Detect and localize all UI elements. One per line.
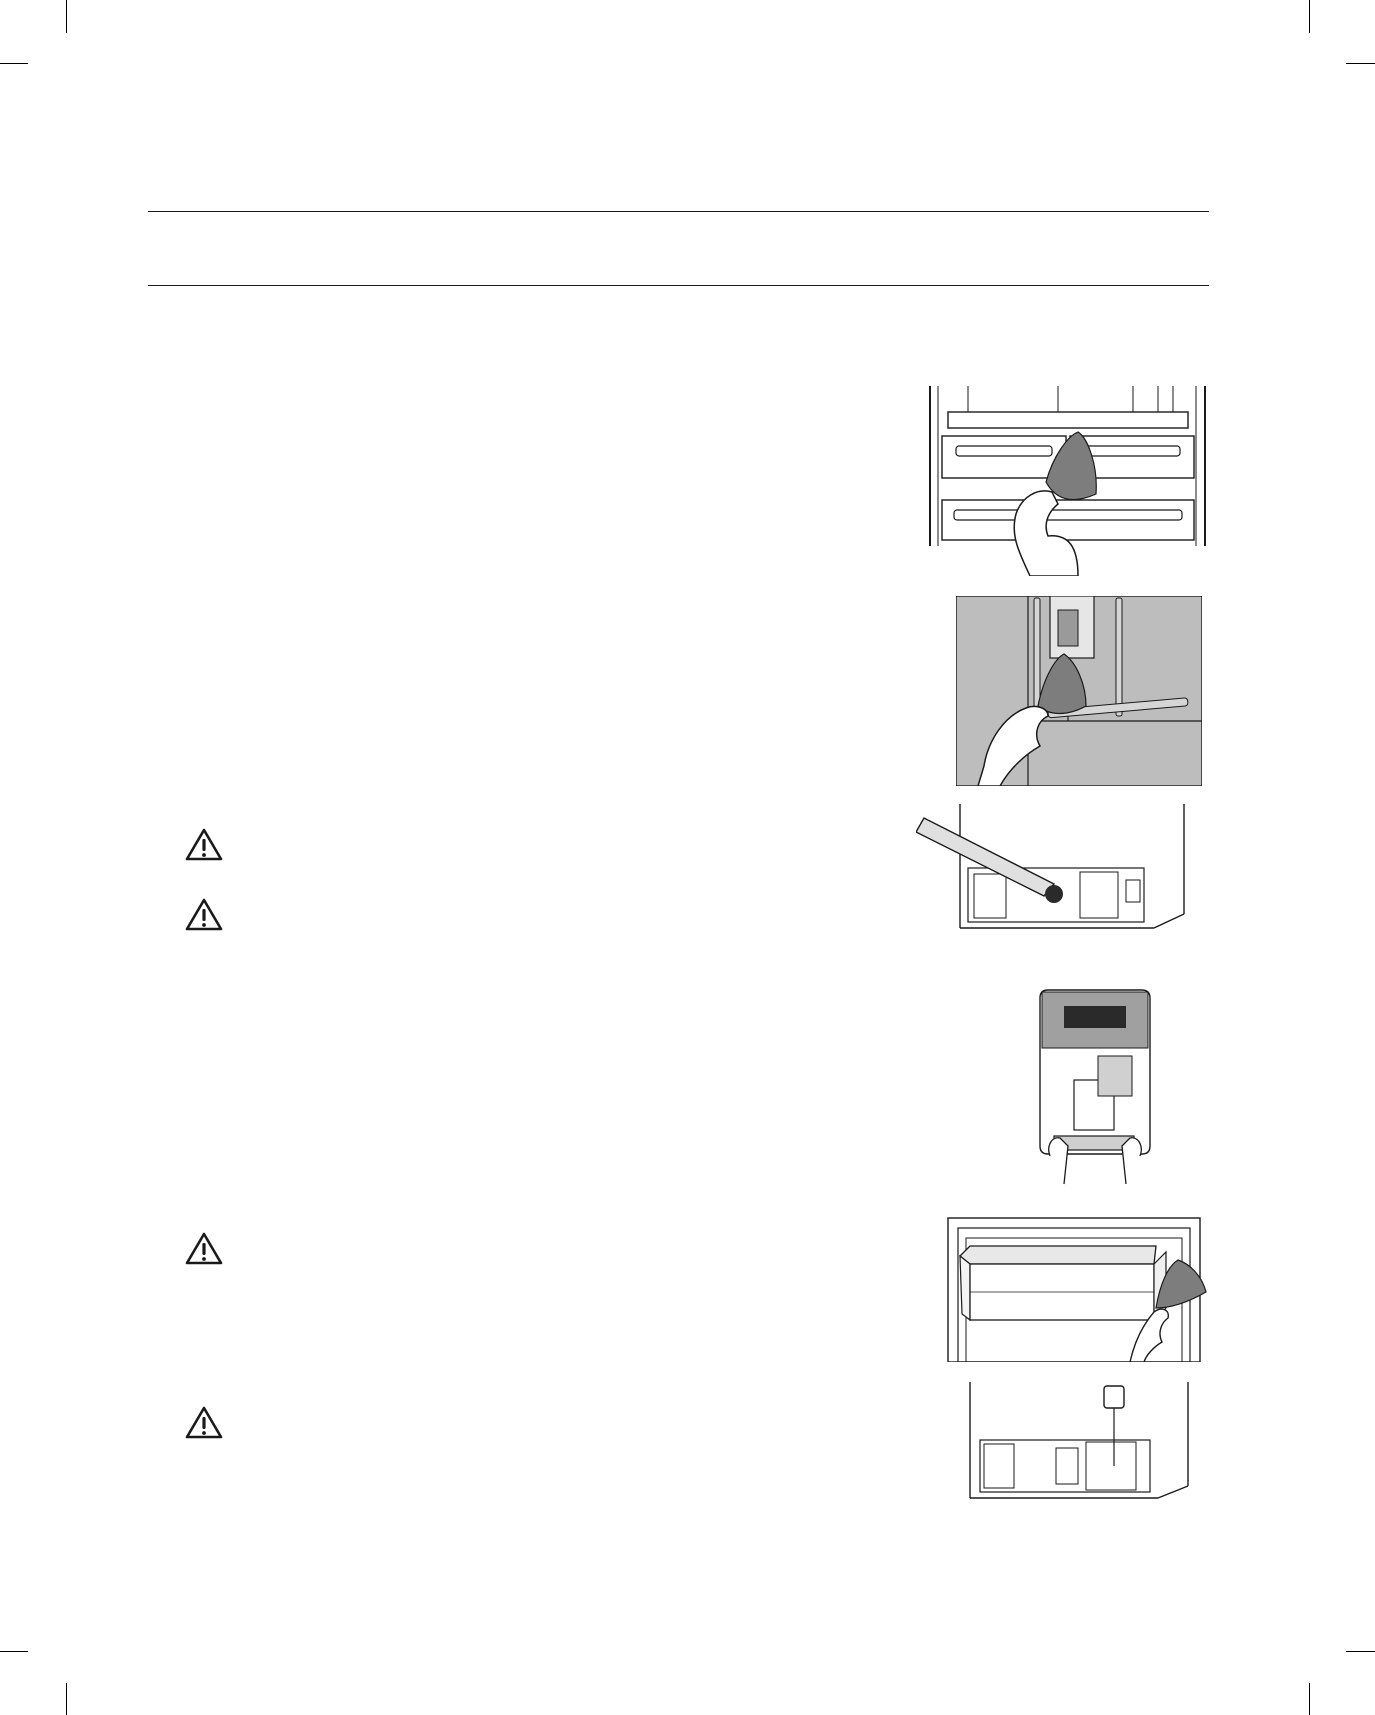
warning-triangle-icon xyxy=(185,1232,223,1266)
crop-mark-top-right-h xyxy=(1346,63,1375,64)
warning-triangle-icon xyxy=(185,1406,223,1440)
crop-mark-top-right-v xyxy=(1309,0,1310,33)
header-rule-top xyxy=(148,211,1209,212)
crop-mark-bottom-left-v xyxy=(66,1683,67,1715)
crop-mark-bottom-left-h xyxy=(0,1651,28,1652)
illustration-rear-panel-callout xyxy=(966,1382,1196,1502)
crop-mark-top-left-h xyxy=(0,63,28,64)
illustration-wiping-door-bin xyxy=(946,1216,1208,1362)
illustration-wiping-inside-drawers xyxy=(928,386,1208,576)
crop-mark-top-left-v xyxy=(66,0,67,33)
crop-mark-bottom-right-h xyxy=(1346,1651,1375,1652)
warning-triangle-icon xyxy=(185,898,223,932)
warning-triangle-icon xyxy=(185,828,223,862)
crop-mark-bottom-right-v xyxy=(1309,1683,1310,1715)
illustration-wiping-exterior-door xyxy=(956,596,1202,786)
header-rule-bottom xyxy=(148,285,1209,286)
illustration-vacuum-rear-cover xyxy=(916,804,1192,934)
illustration-dispenser-tray xyxy=(1034,986,1154,1186)
